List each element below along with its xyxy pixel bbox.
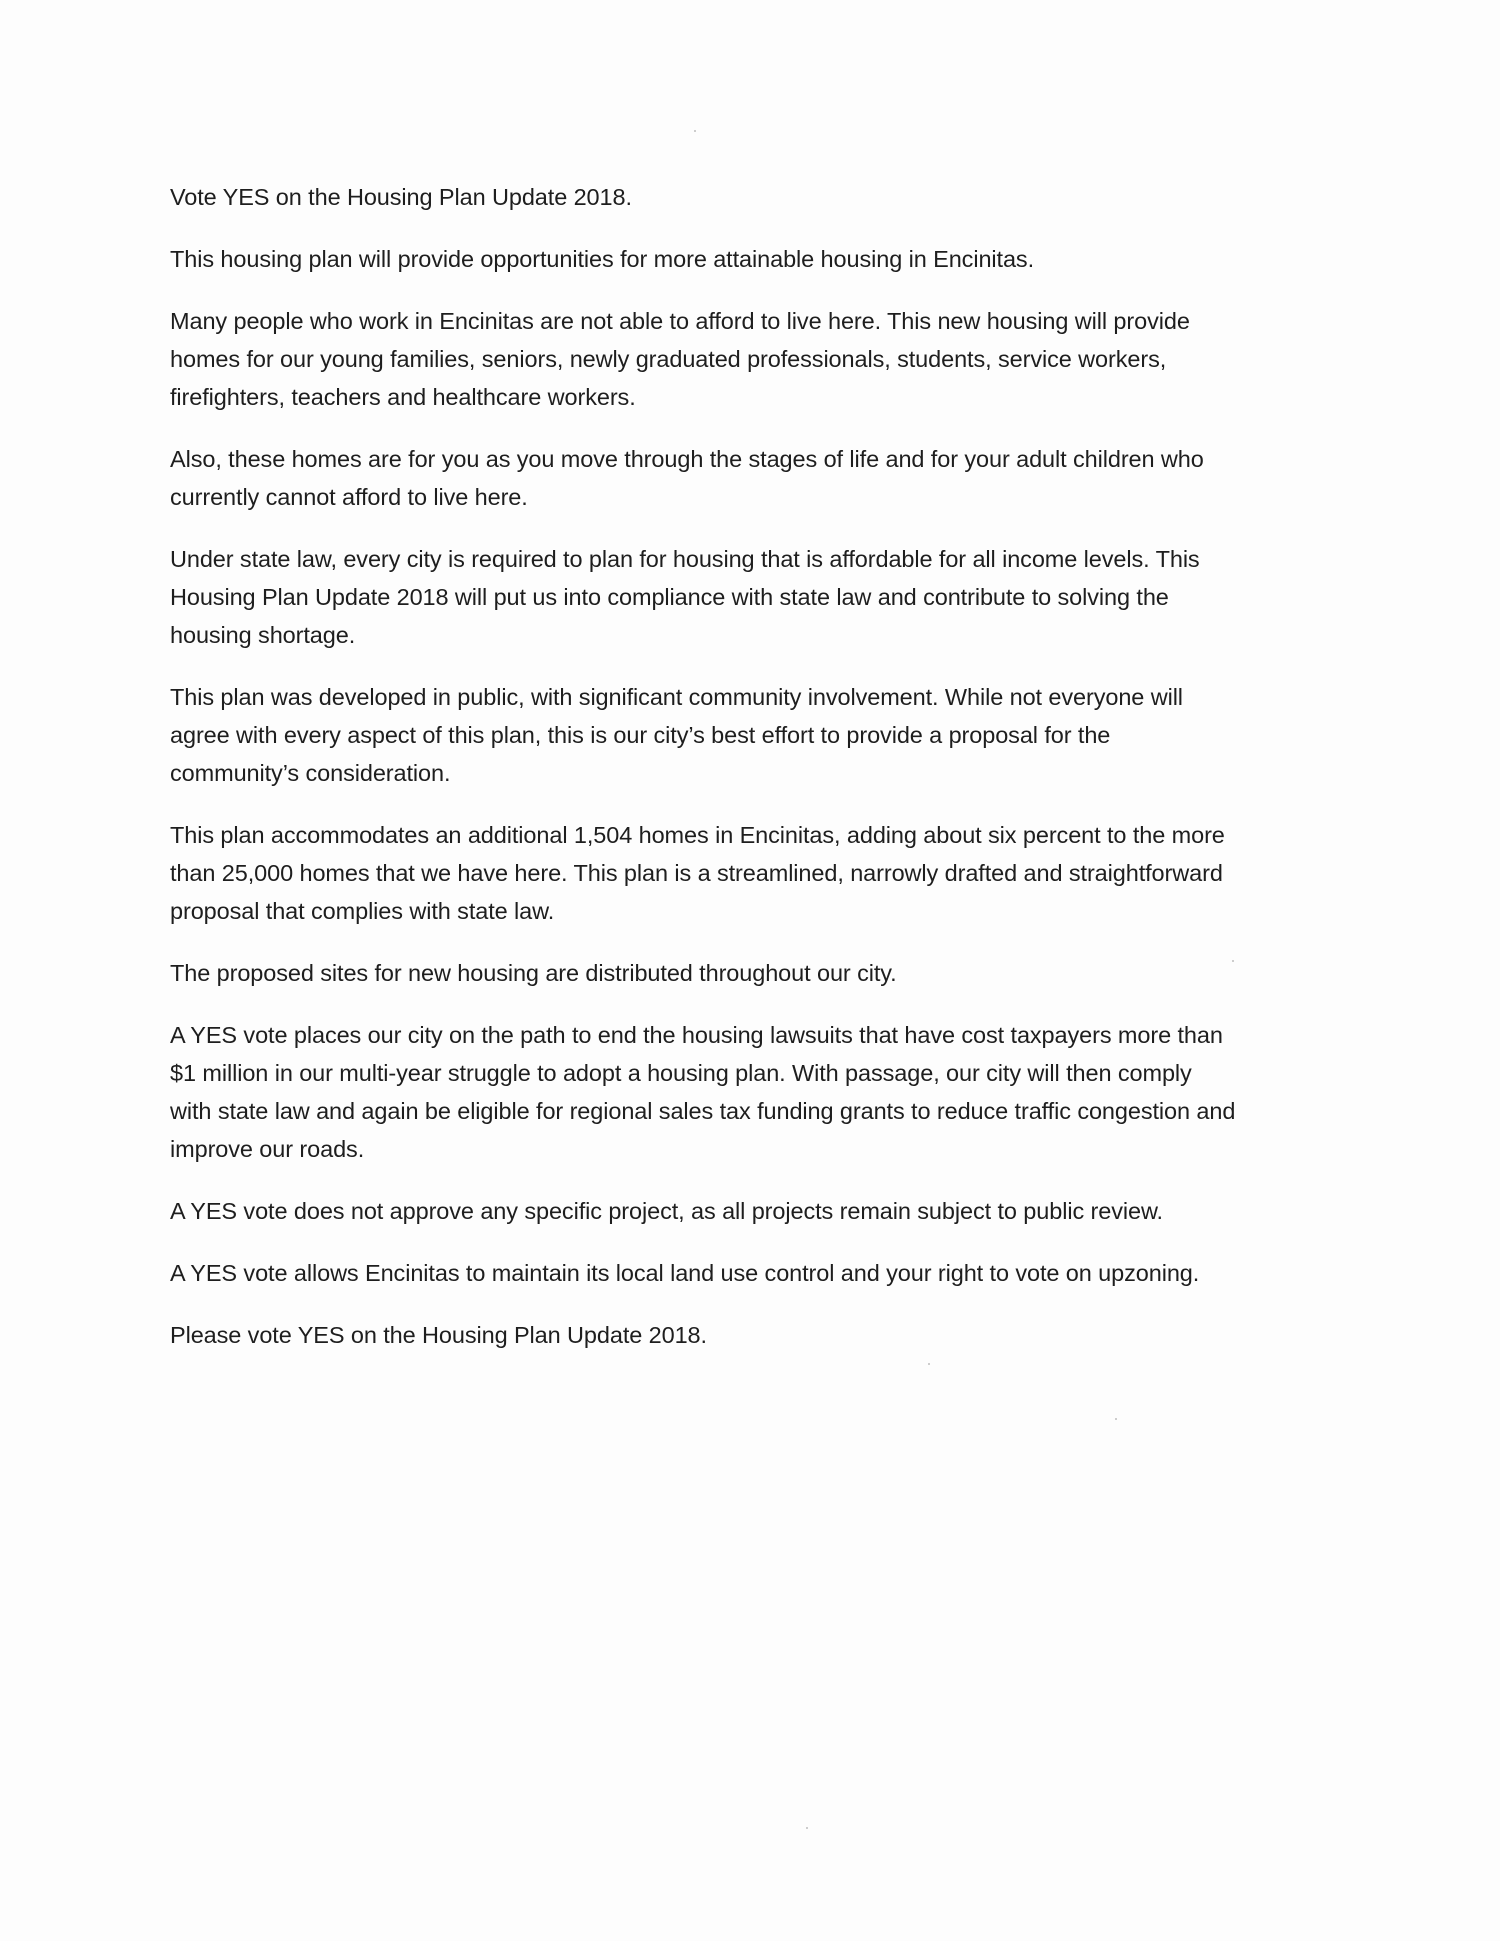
paragraph-line: $1 million in our multi-year struggle to adopt a housing plan. With passage, our city will then comply bbox=[170, 1060, 1192, 1086]
letter-body bbox=[170, 178, 1320, 1378]
paragraph-1 bbox=[170, 178, 1320, 216]
paragraph-line: Please vote YES on the Housing Plan Update 2018. bbox=[170, 1322, 707, 1348]
paragraph-9 bbox=[170, 1016, 1320, 1168]
paragraph-line: housing shortage. bbox=[170, 622, 356, 648]
paragraph-8 bbox=[170, 954, 1320, 992]
paragraph-line: The proposed sites for new housing are distributed throughout our city. bbox=[170, 960, 897, 986]
paragraph-line: agree with every aspect of this plan, this is our city’s best effort to provide a proposal for the bbox=[170, 722, 1111, 748]
paragraph-10 bbox=[170, 1192, 1320, 1230]
paragraph-line: Many people who work in Encinitas are not able to afford to live here. This new housing will provide bbox=[170, 308, 1190, 334]
scan-speck bbox=[1232, 960, 1234, 962]
paragraph-12 bbox=[170, 1316, 1320, 1354]
paragraph-line: with state law and again be eligible for regional sales tax funding grants to reduce traffic congestion and bbox=[170, 1098, 1236, 1124]
paragraph-line: firefighters, teachers and healthcare workers. bbox=[170, 384, 636, 410]
paragraph-line: proposal that complies with state law. bbox=[170, 898, 555, 924]
paragraph-line: Also, these homes are for you as you move through the stages of life and for your adult children who bbox=[170, 446, 1204, 472]
paragraph-line: This plan was developed in public, with significant community involvement. While not everyone will bbox=[170, 684, 1183, 710]
paragraph-line: community’s consideration. bbox=[170, 760, 451, 786]
paragraph-line: This housing plan will provide opportunities for more attainable housing in Encinitas. bbox=[170, 246, 1035, 272]
paragraph-line: Vote YES on the Housing Plan Update 2018. bbox=[170, 184, 632, 210]
paragraph-line: Under state law, every city is required to plan for housing that is affordable for all income levels. This bbox=[170, 546, 1200, 572]
scan-speck bbox=[694, 130, 696, 132]
paragraph-5 bbox=[170, 540, 1320, 654]
paragraph-line: This plan accommodates an additional 1,504 homes in Encinitas, adding about six percent to the more bbox=[170, 822, 1225, 848]
paragraph-line: currently cannot afford to live here. bbox=[170, 484, 528, 510]
paragraph-line: improve our roads. bbox=[170, 1136, 365, 1162]
paragraph-4 bbox=[170, 440, 1320, 516]
scan-speck bbox=[806, 1827, 808, 1829]
paragraph-6 bbox=[170, 678, 1320, 792]
paragraph-3 bbox=[170, 302, 1320, 416]
paragraph-7 bbox=[170, 816, 1320, 930]
paragraph-line: Housing Plan Update 2018 will put us into compliance with state law and contribute to solving the bbox=[170, 584, 1169, 610]
paragraph-line: homes for our young families, seniors, newly graduated professionals, students, service workers, bbox=[170, 346, 1167, 372]
paragraph-line: A YES vote allows Encinitas to maintain its local land use control and your right to vote on upzoning. bbox=[170, 1260, 1200, 1286]
paragraph-2 bbox=[170, 240, 1320, 278]
paragraph-line: A YES vote does not approve any specific project, as all projects remain subject to public review. bbox=[170, 1198, 1163, 1224]
scan-speck bbox=[1115, 1418, 1117, 1420]
paragraph-11 bbox=[170, 1254, 1320, 1292]
scan-speck bbox=[928, 1363, 930, 1365]
paragraph-line: than 25,000 homes that we have here. This plan is a streamlined, narrowly drafted and straightforward bbox=[170, 860, 1223, 886]
paragraph-line: A YES vote places our city on the path to end the housing lawsuits that have cost taxpayers more than bbox=[170, 1022, 1223, 1048]
